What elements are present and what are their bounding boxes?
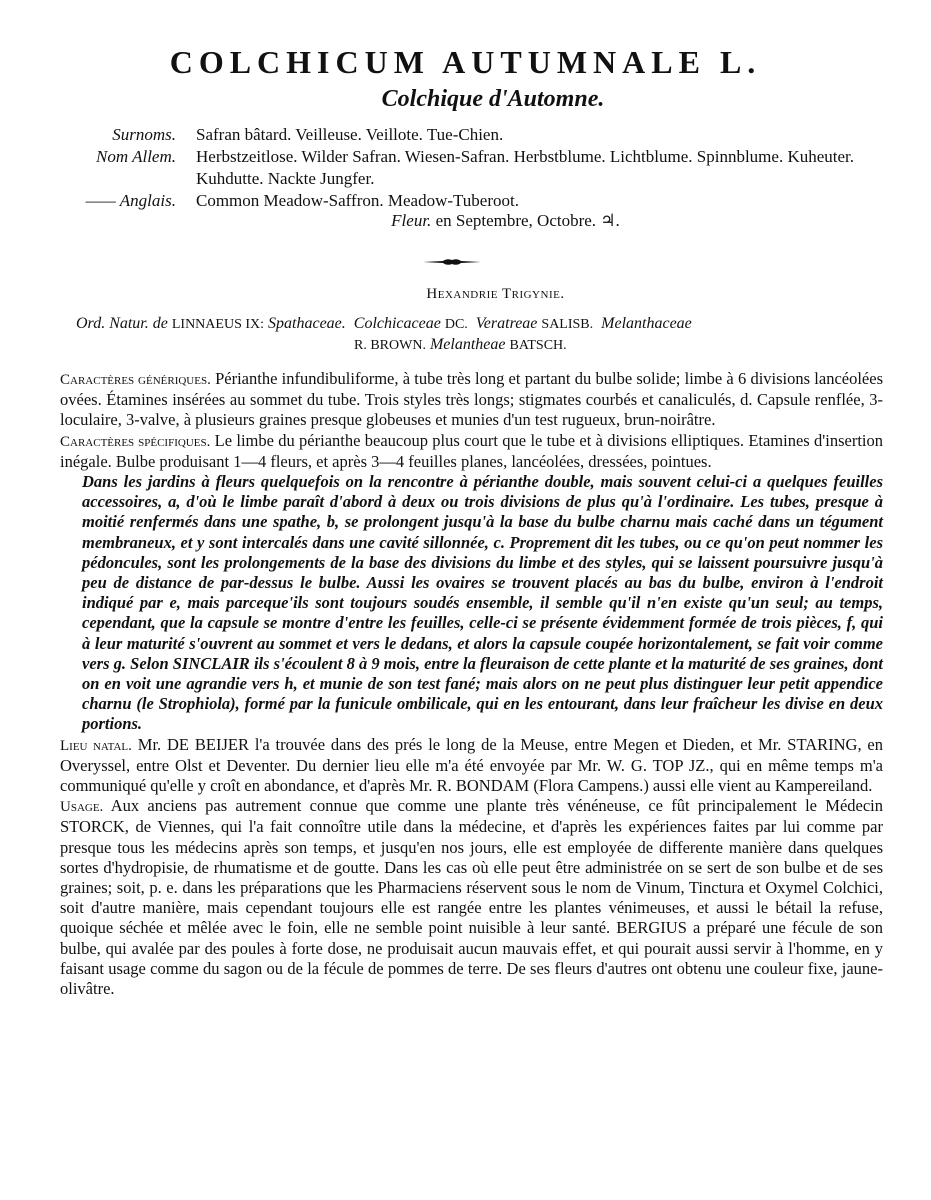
specific-characters-text: Le limbe du périanthe beaucoup plus court que le tube et à divisions elliptiques. Etamines d'insertion inégale. Bulbe produisant 1—4 fleurs, et après 3—4 feuilles planes, lancéolées, dressées, pointues. — [60, 430, 883, 471]
synonym-label-surnoms: Surnoms. — [112, 125, 176, 144]
synonym-text-anglais: Common Meadow-Saffron. Meadow-Tuberoot. — [196, 191, 519, 210]
natural-order — [76, 314, 876, 356]
usage-label: Usage. — [60, 799, 104, 816]
order-batsch: BATSCH. — [509, 338, 567, 353]
usage-paragraph — [60, 796, 883, 999]
order-melantheae: Melantheae — [429, 336, 506, 353]
habitat-paragraph — [60, 735, 883, 797]
body-text — [60, 369, 883, 999]
specific-characters-paragraph — [60, 431, 883, 472]
description-italic-text: Dans les jardins à fleurs quelquefois on la rencontre à périanthe double, mais souvent celui-ci a quelques feuilles accessoires, a, d'où le limbe paraît d'abord à deux ou trois divisions de plus qu'à l'ordinaire. Les tubes, presque à moitié renfermés dans une spathe, b, se prolongent jusqu'à la base du bulbe charnu mais caché dans un tégument membraneux, et y sont intercalés dans une cavité sillonnée, c. Proprement dit les tubes, ou ce qu'on peut nommer les pédoncules, sont les prolongements de la base des divisions du limbe et des styles, qui se laissent poursuivre jusqu'à peu de distance de par-dessus le bulbe. Aussi les ovaires se trouvent placés au bas du bulbe, environ à l'endroit indiqué par e, mais parceque'ils sont toujours soudés ensemble, il semble qu'il n'en existe qu'un seul; au temps, cependant, que la capsule se montre d'entre les feuilles, celle-ci se présente évidemment formée de trois pièces, f, qui à leur maturité s'ouvrent au sommet et vers le dedans, et alors la capsule coupée horizontalement, se fait voir comme vers g. Selon SINCLAIR ils s'écoulent 8 à 9 mois, entre la fleuraison de cette plante et la maturité de ses graines, dont on en voit une agrandie vers h, et munie de son test fané; mais alors on ne peut plus distinguer leur petit appendice charnu (le Strophiola), formé par la funicule ombilicale, qui en les entourant, dans leur fraîcheur les divise en deux portions. — [82, 472, 883, 734]
synonym-text-allemand: Herbstzeitlose. Wilder Safran. Wiesen-Safran. Herbstblume. Lichtblume. Spinnblume. Kuheuter. Kuhdutte. Nackte Jungfer. — [196, 147, 855, 188]
natural-order-line-1 — [76, 314, 876, 335]
order-dc: DC. — [444, 317, 468, 332]
order-salisb: SALISB. — [541, 317, 594, 332]
synonym-label-allemand: Nom Allem. — [96, 147, 176, 166]
page-subtitle: Colchique d'Automne. — [381, 86, 605, 112]
flowering-label: Fleur. — [391, 211, 432, 230]
habitat-text: Mr. DE BEIJER l'a trouvée dans des prés le long de la Meuse, entre Megen et Dieden, et Mr. STARING, en Overyssel, entre Olst et Deventer. Du dernier lieu elle m'a été envoyée par Mr. W. G. TOP JZ., qui en même temps m'a communiqué qu'elle y croît en abondance, et d'après Mr. R. BONDAM (Flora Campens.) aussi elle vient au Kampereiland. — [60, 734, 884, 796]
generic-characters-paragraph — [60, 369, 883, 431]
synonym-label-anglais: —— Anglais. — [85, 191, 176, 210]
classification-heading: Hexandrie Trigynie. — [426, 286, 565, 302]
flowering-text: en Septembre, Octobre. ♃. — [435, 211, 620, 230]
generic-characters-label: Caractères génériques. — [60, 372, 211, 388]
order-veratreae: Veratreae — [475, 315, 538, 332]
order-linnaeus: LINNAEUS IX: — [171, 317, 265, 332]
order-prefix: Ord. Natur. de — [76, 315, 168, 332]
generic-characters-text: Périanthe infundibuliforme, à tube très long et partant du bulbe solide; limbe à 6 divisions lancéolées ovées. Étamines insérées au sommet du tube. Trois styles très longs; stigmates courbés et canaliculés, d. Capsule renflée, 3-loculaire, 3-valve, à plusieurs graines presque globeuses et munies d'un test rugueux, brun-noirâtre. — [60, 369, 884, 430]
specific-characters-label: Caractères spécifiques. — [60, 433, 211, 450]
order-rbrown: R. BROWN. — [354, 338, 426, 353]
order-spathaceae: Spathaceae. — [268, 315, 346, 332]
synonym-text-surnoms: Safran bâtard. Veilleuse. Veillote. Tue-Chien. — [196, 125, 504, 144]
page-title: COLCHICUM AUTUMNALE L. — [169, 44, 762, 80]
description-italic-paragraph — [60, 472, 883, 735]
usage-text: Aux anciens pas autrement connue que comme une plante très vénéneuse, ce fût principalement le Médecin STORCK, de Viennes, qui l'a fait connoître utile dans la médecine, et d'après les expériences faites par lui comme par presque tous les médecins après son temps, et jusqu'en nos jours, elle est employée de differente manière dans quelques sortes d'hydropisie, de rhumatisme et de goutte. Dans les cas où elle peut être administrée on se sert de son bulbe et de ses graines; soit, p. e. dans les préparations que les Pharmaciens réservent sous le nom de Vinum, Tinctura et Oxymel Colchici, soit d'autre manière, mais cependant toujours elle est rangée entre les plantes vénimeuses, et aussi le bétail la refuse, quoique séchée et mêlée avec le foin, elle ne semble point nuisible à leur santé. BERGIUS a préparé une fécule de son bulbe, qui avalée par des poules à forte dose, ne produisait aucun mauvais effet, et qui pourait aussi servir à l'homme, en y faisant usage comme du sagon ou de la fécule de pommes de terre. De ses fleurs d'autres ont obtenu une couleur fixe, jaune-olivâtre. — [60, 796, 884, 999]
order-melanthaceae: Melanthaceae — [601, 315, 692, 332]
natural-order-line-2 — [76, 335, 876, 356]
habitat-label: Lieu natal. — [60, 737, 132, 754]
divider-ornament-icon — [423, 258, 481, 266]
flowering-line — [0, 211, 931, 231]
order-colchicaceae: Colchicaceae — [353, 315, 441, 332]
